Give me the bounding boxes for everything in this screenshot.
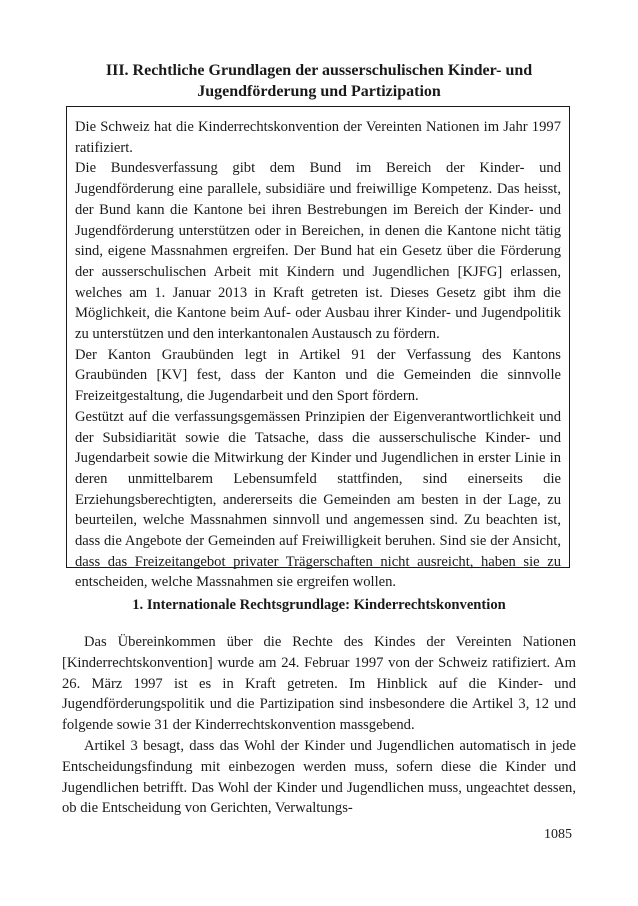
subsection-title: 1. Internationale Rechtsgrundlage: Kinderrechtskonvention <box>132 597 506 613</box>
summary-paragraph: Die Bundesverfassung gibt dem Bund im Bereich der Kinder- und Jugendförderung eine parallele, subsidiäre und freiwillige Kompetenz. Das heisst, der Bund kann die Kantone bei ihren Bestrebungen im Bereich der Kinder- und Jugendförderung unterstützen oder in Bereichen, in denen die Kantone nicht tätig sind, eigene Massnahmen ergreifen. Der Bund hat ein Gesetz über die Förderung der ausserschulischen Arbeit mit Kindern und Jugendlichen [KJFG] erlassen, welches am 1. Januar 2013 in Kraft getreten ist. Dieses Gesetz gibt ihm die Möglichkeit, die Kantone beim Auf- oder Ausbau ihrer Kinder- und Jugendpolitik zu unterstützen und den interkantonalen Austausch zu fördern. <box>75 160 561 343</box>
page-number: 1085 <box>544 827 572 842</box>
summary-paragraph: Der Kanton Graubünden legt in Artikel 91 der Verfassung des Kantons Graubünden [KV] fest, dass der Kanton und die Gemeinden die sinnvolle Freizeitgestaltung, die Jugendarbeit und den Sport fördern. <box>75 346 561 405</box>
summary-paragraph: Gestützt auf die verfassungsgemässen Prinzipien der Eigenverantwortlichkeit und der Subsidiarität sowie die Tatsache, dass die ausserschulische Kinder- und Jugendarbeit sowie die Mitwirkung der Kinder und Jugendlichen in erster Linie in deren unmittelbarem Lebensumfeld stattfinden, sind einerseits die Erziehungsberechtigten, andererseits die Gemeinden am besten in der Lage, zu beurteilen, welche Massnahmen sinnvoll und angemessen sind. Zu beachten ist, dass die Angebote der Gemeinden auf Freiwilligkeit beruhen. Sind sie der Ansicht, dass das Freizeitangebot privater Trägerschaften nicht ausreicht, haben sie zu entscheiden, welche Massnahmen sie ergreifen wollen. <box>75 408 561 591</box>
section-title: III. Rechtliche Grundlagen der ausserschulischen Kinder- und Jugendförderung und Partizipation <box>105 62 533 100</box>
summary-paragraph: Die Schweiz hat die Kinderrechtskonvention der Vereinten Nationen im Jahr 1997 ratifiziert. <box>75 119 561 156</box>
body-paragraph: Artikel 3 besagt, dass das Wohl der Kinder und Jugendlichen automatisch in jede Entscheidungsfindung mit einbezogen werden muss, sofern diese die Kinder und Jugendlichen betrifft. Das Wohl der Kinder und Jugendlichen muss, ungeachtet dessen, ob die Entscheidung von Gerichten, Verwaltungs- <box>62 737 576 817</box>
summary-box <box>66 106 570 591</box>
body-paragraph: Das Übereinkommen über die Rechte des Kindes der Vereinten Nationen [Kinderrechtskonvention] wurde am 24. Februar 1997 von der Schweiz ratifiziert. Am 26. März 1997 ist es in Kraft getreten. Im Hinblick auf die Kinder- und Jugendförderungspolitik und die Partizipation sind insbesondere die Artikel 3, 12 und folgende sowie 31 der Kinderrechtskonvention massgebend. <box>62 634 576 734</box>
body-text <box>62 632 576 819</box>
